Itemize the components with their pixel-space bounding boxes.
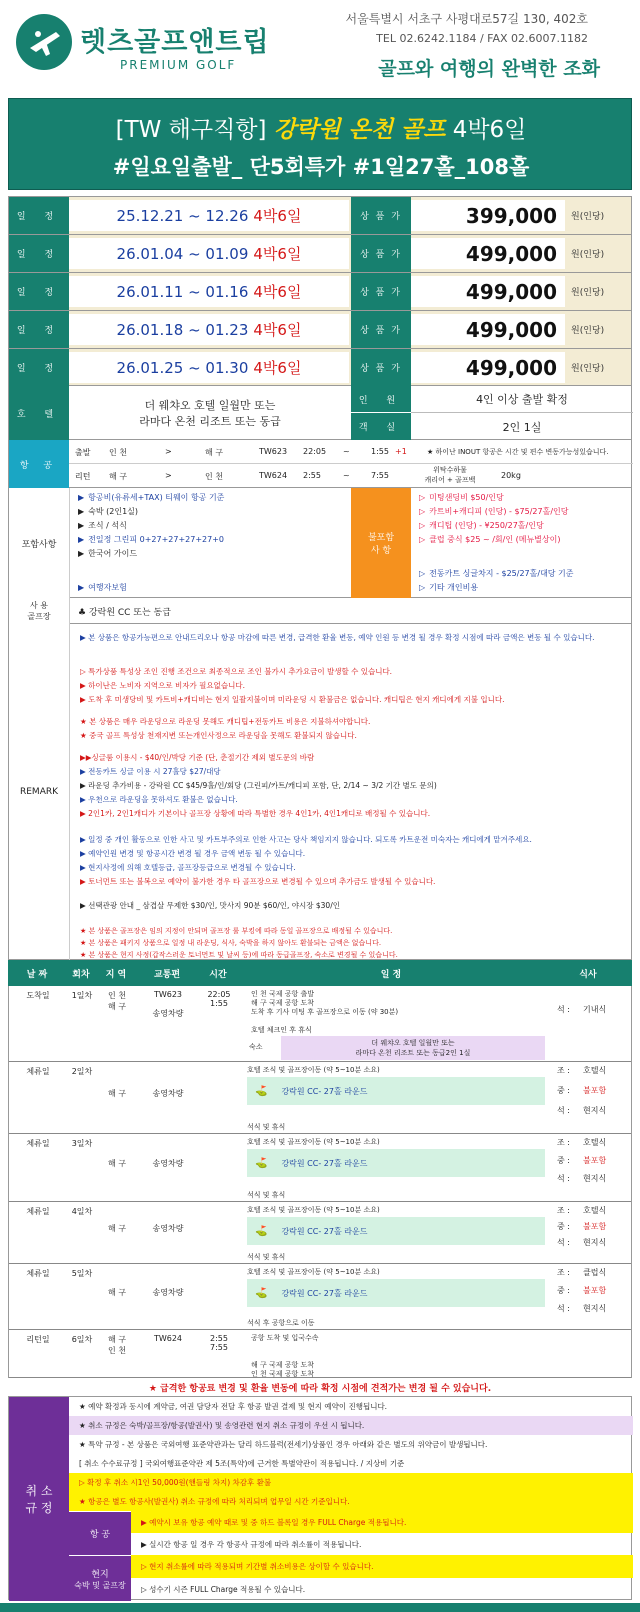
day-transport: 송영차량 <box>152 1224 184 1233</box>
cancel-local-label <box>69 1555 131 1601</box>
schedule-date-cell <box>69 238 349 269</box>
cancel-air-label: 항 공 <box>69 1511 131 1555</box>
day-plan-bottom: 석식 및 휴식 <box>247 1191 286 1199</box>
include-item <box>78 492 224 503</box>
baggage-label-line1: 위탁수하물 <box>433 466 467 474</box>
exclude-item <box>419 568 574 579</box>
price-unit: 원(인당) <box>571 364 605 374</box>
flight-out-dep: 22:05 <box>303 447 327 456</box>
price-label: 상 품 가 <box>351 349 411 386</box>
col-date: 날 짜 <box>8 960 66 986</box>
meal-key: 조 : <box>557 1066 570 1075</box>
price-label: 상 품 가 <box>351 197 411 234</box>
flight-ret-dep: 2:55 <box>303 471 321 480</box>
schedule-label: 일 정 <box>9 197 69 234</box>
day-plan-top: 호텔 조식 및 골프장이동 (약 5~10분 소요) <box>247 1138 380 1146</box>
exclude-item <box>419 492 504 503</box>
price-unit: 원(인당) <box>571 326 605 336</box>
cancel-local-label-line1: 현지 <box>91 1569 109 1580</box>
day-golf-box <box>247 1217 545 1245</box>
remark-line: ▶ 전동카트 싱글 이용 시 27홀당 $27/대당 <box>80 767 221 776</box>
itinerary-day <box>9 1202 631 1264</box>
schedule-date-cell <box>69 200 349 231</box>
col-meal: 식사 <box>544 960 632 986</box>
schedule-date: 26.01.25 ~ 01.30 <box>116 358 249 377</box>
footer-bar <box>0 1603 640 1612</box>
exclude-bullet: ▷ <box>419 493 426 502</box>
meal-value: 불포함 <box>583 1286 607 1295</box>
flight-return <box>69 464 633 488</box>
cancel-rule-line: ▷ 확정 후 취소 시1인 50,000원(핸들링 차지) 차감후 환불 <box>69 1473 633 1492</box>
day-plan-top: 호텔 조식 및 골프장이동 (약 5~10분 소요) <box>247 1066 380 1074</box>
include-text: 한국어 가이드 <box>88 549 138 558</box>
baggage-value: 20kg <box>501 471 521 480</box>
col-plan: 일 정 <box>238 960 544 986</box>
remark-line: ▶ 2인1카, 2인1캐디가 기본이나 골프장 상황에 따라 특별한 경우 4인1카, 4인1캐디로 배정될 수 있습니다. <box>80 809 431 818</box>
day-plan-top: 호텔 조식 및 골프장이동 (약 5~10분 소요) <box>247 1206 380 1214</box>
schedule-date-cell <box>69 352 349 383</box>
schedule-date-cell <box>69 314 349 345</box>
include-text: 조식 / 석식 <box>88 521 127 530</box>
include-item <box>78 506 138 517</box>
day-date: 체류일 <box>26 1269 50 1278</box>
itinerary-day <box>9 1062 631 1134</box>
include-item <box>78 534 224 545</box>
day-region: 해 구 <box>108 1159 126 1168</box>
remark-line: ▶ 도착 후 미생당비 및 카트비+캐디비는 현지 일괄지불이며 미라운딩 시 환불금은 없습니다. 캐디팁은 현지 캐디에게 지불 입니다. <box>80 695 505 704</box>
day-golf-box <box>247 1149 545 1177</box>
exclude-text: 전동카트 싱글차지 - $25/27홀/대당 기준 <box>429 569 574 578</box>
col-time: 시간 <box>198 960 238 986</box>
meal-value: 현지식 <box>583 1238 607 1247</box>
day-plan-bottom: 석식 및 휴식 <box>247 1253 286 1261</box>
meal-value: 불포함 <box>583 1222 607 1231</box>
course-label-line2: 골프장 <box>27 612 51 621</box>
include-item <box>78 582 127 593</box>
exclude-label-line2: 사 항 <box>370 546 392 556</box>
schedule-row <box>9 311 631 349</box>
meal-value: 현지식 <box>583 1174 607 1183</box>
course-value: ♣ 강락원 CC 또는 동급 <box>69 598 633 624</box>
remark-line: ▶ 일정 중 개인 활동으로 인한 사고 및 카트부주의로 인한 사고는 당사 책임지지 않습니다. 되도록 카트운전 미숙자는 캐디에게 맡겨주세요. <box>80 835 532 844</box>
exclude-bullet: ▷ <box>419 569 426 578</box>
schedule-label: 일 정 <box>9 349 69 386</box>
company-tel: TEL 02.6242.1184 / FAX 02.6007.1182 <box>376 32 588 45</box>
exclude-text: 캐디팁 (인당) - ¥250/27홀/인당 <box>429 521 544 530</box>
exclude-text: 기타 개인비용 <box>429 583 479 592</box>
day-golf-course: 강락원 CC- 27홀 라운드 <box>281 1158 368 1168</box>
col-transport: 교통편 <box>136 960 198 986</box>
price-label: 상 품 가 <box>351 235 411 272</box>
day-golf-course: 강락원 CC- 27홀 라운드 <box>281 1086 368 1096</box>
exclude-bullet: ▷ <box>419 521 426 530</box>
exclude-text: 카트비+캐디피 (인당) - $75/27홀/인당 <box>429 507 569 516</box>
day-date: 도착일 <box>26 991 50 1000</box>
day-number: 1일차 <box>71 991 93 1000</box>
flight-out-plus: +1 <box>395 447 407 456</box>
cancel-rule-line: ★ 특약 규정 - 본 상품은 국외여행 표준약관과는 달리 하드블럭(전세기)상품인 경우 아래와 같은 별도의 위약금이 발생됩니다. <box>79 1440 488 1449</box>
flight-row <box>8 440 632 488</box>
meal-key: 중 : <box>557 1086 570 1095</box>
hotel-name-line1: 더 웨챠오 호텔 일월만 또는 <box>144 399 276 412</box>
itinerary-day <box>9 1330 631 1378</box>
include-exclude-row <box>8 488 632 598</box>
flight-out-dash: ~ <box>343 447 350 456</box>
cancel-rule-line: ▷ 성수기 시즌 FULL Charge 적용될 수 있습니다. <box>141 1585 306 1594</box>
flight-ret-dash: ~ <box>343 471 350 480</box>
exclude-label-line1: 불포함 <box>367 533 395 543</box>
flight-note: ★ 하이난 INOUT 항공은 시간 및 편수 변동가능성있습니다. <box>427 448 609 456</box>
day-region: 해 구 <box>108 1288 126 1297</box>
price-unit: 원(인당) <box>571 212 605 222</box>
cancel-air-rules <box>131 1511 633 1555</box>
schedule-date-cell <box>69 276 349 307</box>
meal-value: 호텔식 <box>583 1066 607 1075</box>
meal-key: 중 : <box>557 1286 570 1295</box>
include-bullet: ▶ <box>78 549 85 558</box>
flight-out-arr: 1:55 <box>371 447 389 456</box>
day-number: 4일차 <box>71 1207 93 1216</box>
meal-value: 불포함 <box>583 1156 607 1165</box>
exclude-bullet: ▷ <box>419 507 426 516</box>
day-hotel-box <box>281 1036 545 1060</box>
meal-key: 석 : <box>557 1005 570 1014</box>
schedule-label: 일 정 <box>9 273 69 310</box>
day-plan-line: 공항 도착 및 입국수속 <box>251 1334 319 1342</box>
brand-name: 렛츠골프앤트립 <box>80 27 270 58</box>
flight-out-from: 인 천 <box>109 448 127 457</box>
include-bullet: ▶ <box>78 493 85 502</box>
day-region: 인 천 해 구 <box>108 991 126 1011</box>
exclude-label <box>351 488 411 598</box>
golf-flag-icon: ⛳ <box>255 1157 268 1169</box>
meal-key: 석 : <box>557 1304 570 1313</box>
day-plan-top: 호텔 조식 및 골프장이동 (약 5~10분 소요) <box>247 1268 380 1276</box>
room-label: 객 실 <box>351 413 411 440</box>
include-bullet: ▶ <box>78 507 85 516</box>
flight-ret-no: TW624 <box>259 471 288 480</box>
day-number: 2일차 <box>71 1067 93 1076</box>
flight-ret-to: 인 천 <box>205 472 223 481</box>
course-label <box>9 598 69 624</box>
flight-out <box>69 440 633 464</box>
day-number: 3일차 <box>71 1139 93 1148</box>
remark-list <box>69 624 633 960</box>
remark-line: ▶▶싱글룸 이용시 - $40/인/박당 기준 (단, 춘절기간 제외 별도문의 바람 <box>80 753 315 762</box>
golf-flag-icon: ⛳ <box>255 1225 268 1237</box>
meal-value: 현지식 <box>583 1106 607 1115</box>
price-label: 상 품 가 <box>351 273 411 310</box>
remark-line: ▶ 선택관광 안내 _ 삼겹살 무제한 $30/인, 맛사지 90분 $60/인, 야시장 $30/인 <box>80 901 340 910</box>
cancel-rules <box>69 1397 633 1511</box>
day-date: 체류일 <box>26 1139 50 1148</box>
day-number: 5일차 <box>71 1269 93 1278</box>
cancel-rule-line: ▶ 실시간 항공 일 경우 각 항공사 규정에 따라 취소률이 적용됩니다. <box>141 1539 362 1549</box>
itinerary-body <box>8 986 632 1378</box>
banner-hashtags: #일요일출발_ 단5회특가 #1일27홀_108홀 <box>112 155 530 179</box>
meal-key: 조 : <box>557 1206 570 1215</box>
cancel-local-label-line2: 숙박 및 골프장 <box>74 1580 126 1590</box>
schedule-label: 일 정 <box>9 235 69 272</box>
hotel-name-line2: 라마다 온천 리조트 또는 동급 <box>139 415 281 428</box>
schedule-label: 일 정 <box>9 311 69 348</box>
flight-ret-arr: 7:55 <box>371 471 389 480</box>
schedule-row <box>9 349 631 387</box>
schedule-price: 499,000 <box>411 238 565 269</box>
remark-line: ▶ 하이난은 노비자 지역으로 비자가 필요없습니다. <box>80 681 245 690</box>
day-region: 해 구 <box>108 1089 126 1098</box>
day-transport: 송영차량 <box>152 1288 184 1297</box>
meal-value: 불포함 <box>583 1086 607 1095</box>
cancel-section <box>8 1396 632 1600</box>
banner-prefix: [TW 해구직항] <box>115 117 267 143</box>
remark-line: ▶ 예약인원 변경 및 항공시간 변경 될 경우 금액 변동 될 수 있습니다. <box>80 849 306 858</box>
remark-line: ★ 본 상품은 골프장은 임의 지정이 안되며 골프장 룰 부킹에 따라 동일 골프장으로 배정될 수 있습니다. <box>80 927 393 935</box>
cancel-rule-line: ★ 항공은 별도 항공사(발권사) 취소 규정에 따라 처리되며 업무일 시간 기준입니다. <box>69 1492 633 1511</box>
exclude-item <box>419 520 544 531</box>
day-time: 2:55 7:55 <box>210 1334 228 1352</box>
meal-key: 조 : <box>557 1268 570 1277</box>
cancel-rule-line: ★ 예약 확정과 동시에 계약금, 여권 담당자 전달 후 항공 발권 결제 및 현지 예약이 진행됩니다. <box>79 1402 388 1411</box>
cancel-rule-line: ▷ 현지 취소률에 따라 적용되며 기간별 취소비용은 상이할 수 있습니다. <box>131 1555 633 1578</box>
brand-logo-icon <box>16 14 72 70</box>
flight-out-arrow: > <box>165 447 172 456</box>
include-bullet: ▶ <box>78 583 85 592</box>
company-address: 서울특별시 서초구 사평대로57길 130, 402호 <box>345 12 588 26</box>
day-hotel-tag: 숙소 <box>249 1043 263 1051</box>
day-region: 해 구 인 천 <box>108 1335 126 1355</box>
exclude-text: 클럽 중식 $25 ~ /회/인 (메뉴별상이) <box>429 535 561 544</box>
day-golf-course: 강락원 CC- 27홀 라운드 <box>281 1288 368 1298</box>
room-value: 2인 1실 <box>502 420 542 434</box>
flight-ret-arrow: > <box>165 471 172 480</box>
meal-key: 중 : <box>557 1222 570 1231</box>
meal-key: 석 : <box>557 1238 570 1247</box>
itinerary-day <box>9 1264 631 1330</box>
course-label-line1: 사 용 <box>30 601 48 610</box>
include-item <box>78 520 127 531</box>
schedule-date: 26.01.18 ~ 01.23 <box>116 320 249 339</box>
day-transport: 송영차량 <box>152 1159 184 1168</box>
title-banner <box>8 98 632 190</box>
flight-out-no: TW623 <box>259 447 288 456</box>
meal-key: 석 : <box>557 1106 570 1115</box>
flight-out-tag: 출발 <box>75 448 91 457</box>
schedule-price: 499,000 <box>411 314 565 345</box>
schedule-row <box>9 273 631 311</box>
day-date: 체류일 <box>26 1067 50 1076</box>
remark-line: ★ 본 상품은 현지 사정(갑작스러운 토너먼트 및 날씨 등)에 따라 동급골프장, 숙소로 변경될 수 있습니다. <box>80 951 398 959</box>
cancel-local-rules <box>131 1555 633 1601</box>
banner-suffix: 4박6일 <box>452 117 527 143</box>
banner-title <box>9 111 633 144</box>
meal-value: 호텔식 <box>583 1138 607 1147</box>
day-date: 리턴일 <box>26 1335 50 1344</box>
day-plan-bottom: 석식 후 공항으로 이동 <box>247 1319 315 1327</box>
price-unit: 원(인당) <box>571 250 605 260</box>
cancel-label-line2: 규 정 <box>25 1501 53 1515</box>
exclude-bullet: ▷ <box>419 583 426 592</box>
col-day: 회차 <box>66 960 96 986</box>
cancel-rule-line: ★ 취소 규정은 숙박/골프장/항공(발권사) 및 송영관련 현지 취소 규정이 우선 시 됩니다. <box>69 1416 633 1435</box>
price-label: 상 품 가 <box>351 311 411 348</box>
remark-line: ▶ 토너먼트 또는 불복으로 예약이 불가한 경우 타 골프장으로 변경될 수 있으며 추가금도 발생될 수 있습니다. <box>80 877 436 886</box>
day-plan-line: 호텔 체크인 후 휴식 <box>251 1026 312 1034</box>
remark-line: ★ 중국 골프 특성상 천재지변 또는개인사정으로 라운딩을 못해도 환불되지 않습니다. <box>80 731 357 740</box>
remark-section <box>8 624 632 960</box>
day-transport: TW623 송영차량 <box>152 990 184 1018</box>
cancel-rule-line: ▶ 예약시 보유 항공 예약 때로 및 중 하드 블록일 경우 FULL Charge 적용됩니다. <box>131 1511 633 1533</box>
itinerary-warning: ★ 급격한 항공료 변경 및 환율 변동에 따라 확정 시점에 견적가는 변경 될 수 있습니다. <box>148 1383 492 1394</box>
golf-flag-icon: ⛳ <box>255 1287 268 1299</box>
page-header <box>0 0 640 94</box>
include-item <box>78 548 137 559</box>
day-golf-box <box>247 1077 545 1105</box>
flight-ret-tag: 리턴 <box>75 472 91 481</box>
day-plan-line: 해 구 국제 공항 도착 <box>251 1361 314 1369</box>
day-plan-line: 인 천 국제 공항 출발 <box>251 990 314 998</box>
cancel-label <box>9 1397 69 1601</box>
remark-line: ▶ 우천으로 라운딩을 못하셔도 환불은 없습니다. <box>80 795 238 804</box>
day-plan-line: 해 구 국제 공항 도착 <box>251 999 314 1007</box>
schedule-nights: 4박6일 <box>253 321 302 339</box>
schedule-date: 26.01.04 ~ 01.09 <box>116 244 249 263</box>
remark-line: ▶ 라운딩 추가비용 - 강락원 CC $45/9홀/인/회당 (그린피/카트/캐디피 포함, 단, 2/14 ~ 3/2 기간 별도 문의) <box>80 781 437 790</box>
people-label: 인 원 <box>351 386 411 413</box>
meal-key: 석 : <box>557 1174 570 1183</box>
itinerary-header <box>8 960 632 986</box>
cancel-rule-line: [ 취소 수수료규정 ] 국외여행표준약관 제 5조(특약)에 근거한 특별약관이 적용됩니다. / 지상비 기준 <box>79 1459 405 1468</box>
flight-label: 항 공 <box>9 440 69 488</box>
col-region: 지 역 <box>96 960 136 986</box>
day-date: 체류일 <box>26 1207 50 1216</box>
day-plan-line: 도착 후 기사 미팅 후 골프장으로 이동 (약 30분) <box>251 1008 399 1016</box>
hotel-name <box>69 386 351 440</box>
include-bullet: ▶ <box>78 521 85 530</box>
include-text: 여행자보험 <box>88 583 127 592</box>
schedule-table <box>8 196 632 386</box>
meal-value: 현지식 <box>583 1304 607 1313</box>
price-unit: 원(인당) <box>571 288 605 298</box>
remark-line: ▶ 현지사정에 의해 호텔등급, 골프장등급으로 변경될 수 있습니다. <box>80 863 296 872</box>
include-list <box>69 488 351 598</box>
meal-value: 기내식 <box>583 1005 607 1014</box>
schedule-nights: 4박6일 <box>253 245 302 263</box>
people-value: 4인 이상 출발 확정 <box>411 386 633 413</box>
hotel-label: 호 텔 <box>9 386 69 440</box>
exclude-bullet: ▷ <box>419 535 426 544</box>
exclude-text: 미팅샌딩비 $50/인당 <box>429 493 504 502</box>
schedule-nights: 4박6일 <box>253 207 302 225</box>
remark-label: REMARK <box>19 787 59 797</box>
day-number: 6일차 <box>71 1335 93 1344</box>
exclude-item <box>419 534 560 545</box>
golf-flag-icon: ⛳ <box>255 1085 268 1097</box>
baggage-label <box>415 465 485 485</box>
course-row <box>8 598 632 624</box>
exclude-list <box>411 488 633 598</box>
schedule-date: 26.01.11 ~ 01.16 <box>116 282 249 301</box>
meal-value: 호텔식 <box>583 1206 607 1215</box>
exclude-item <box>419 506 568 517</box>
itinerary-day <box>9 1134 631 1202</box>
flight-ret-from: 해 구 <box>109 472 127 481</box>
hotel-row <box>8 386 632 440</box>
include-text: 전일정 그린피 0+27+27+27+27+0 <box>88 535 225 544</box>
day-hotel-line2: 라마다 온천 리조트 또는 동급2인 1실 <box>355 1049 471 1057</box>
banner-highlight: 강락원 온천 골프 <box>273 117 446 143</box>
meal-key: 조 : <box>557 1138 570 1147</box>
day-hotel-line1: 더 웨챠오 호텔 일월만 또는 <box>371 1039 455 1047</box>
day-plan-bottom: 석식 및 휴식 <box>247 1123 286 1131</box>
schedule-row <box>9 235 631 273</box>
day-plan-line: 인 천 국제 공항 도착 <box>251 1370 314 1378</box>
schedule-nights: 4박6일 <box>253 283 302 301</box>
day-golf-course: 강락원 CC- 27홀 라운드 <box>281 1226 368 1236</box>
cancel-label-line1: 취 소 <box>25 1484 53 1498</box>
day-transport: TW624 <box>153 1334 183 1343</box>
itinerary-day <box>9 986 631 1062</box>
schedule-price: 399,000 <box>411 200 565 231</box>
meal-value: 클럽식 <box>583 1268 607 1277</box>
schedule-price: 499,000 <box>411 276 565 307</box>
brand-subtitle: PREMIUM GOLF <box>120 58 237 72</box>
remark-line: ▶ 본 상품은 항공가능편으로 안내드리오나 항공 마감에 따른 변경, 급격한 환율 변동, 예약 인원 등 변경 될 경우 확정 시점에 따라 금액은 변동 될 수 있습니다. <box>80 633 595 642</box>
day-transport: 송영차량 <box>152 1089 184 1098</box>
schedule-row <box>9 197 631 235</box>
schedule-nights: 4박6일 <box>253 359 302 377</box>
schedule-date: 25.12.21 ~ 12.26 <box>116 206 249 225</box>
schedule-price: 499,000 <box>411 352 565 383</box>
include-text: 항공비(유류세+TAX) 티웨이 항공 기준 <box>88 493 225 502</box>
include-text: 숙박 (2인1실) <box>88 507 139 516</box>
remark-line: ▷ 특가상품 특성상 조인 진행 조건으로 최종적으로 조인 불가시 추가요금이 발생할 수 있습니다. <box>80 667 393 676</box>
remark-line: ★ 본 상품은 매우 라운딩으로 라운딩 못해도 캐디팁+전동카트 비용은 지불하셔야합니다. <box>80 717 371 726</box>
day-golf-box <box>247 1279 545 1307</box>
remark-line: ★ 본 상품은 패키지 상품으로 일정 내 라운딩, 식사, 숙박을 하지 않아도 환불되는 금액은 없습니다. <box>80 939 382 947</box>
slogan: 골프와 여행의 완벽한 조화 <box>378 58 600 80</box>
day-time: 22:05 1:55 <box>207 990 231 1008</box>
flight-out-to: 해 구 <box>205 448 223 457</box>
include-bullet: ▶ <box>78 535 85 544</box>
meal-key: 중 : <box>557 1156 570 1165</box>
include-label: 포함사항 <box>9 488 69 598</box>
exclude-item <box>419 582 478 593</box>
day-region: 해 구 <box>108 1224 126 1233</box>
baggage-label-line2: 캐리어 + 골프백 <box>424 476 476 484</box>
